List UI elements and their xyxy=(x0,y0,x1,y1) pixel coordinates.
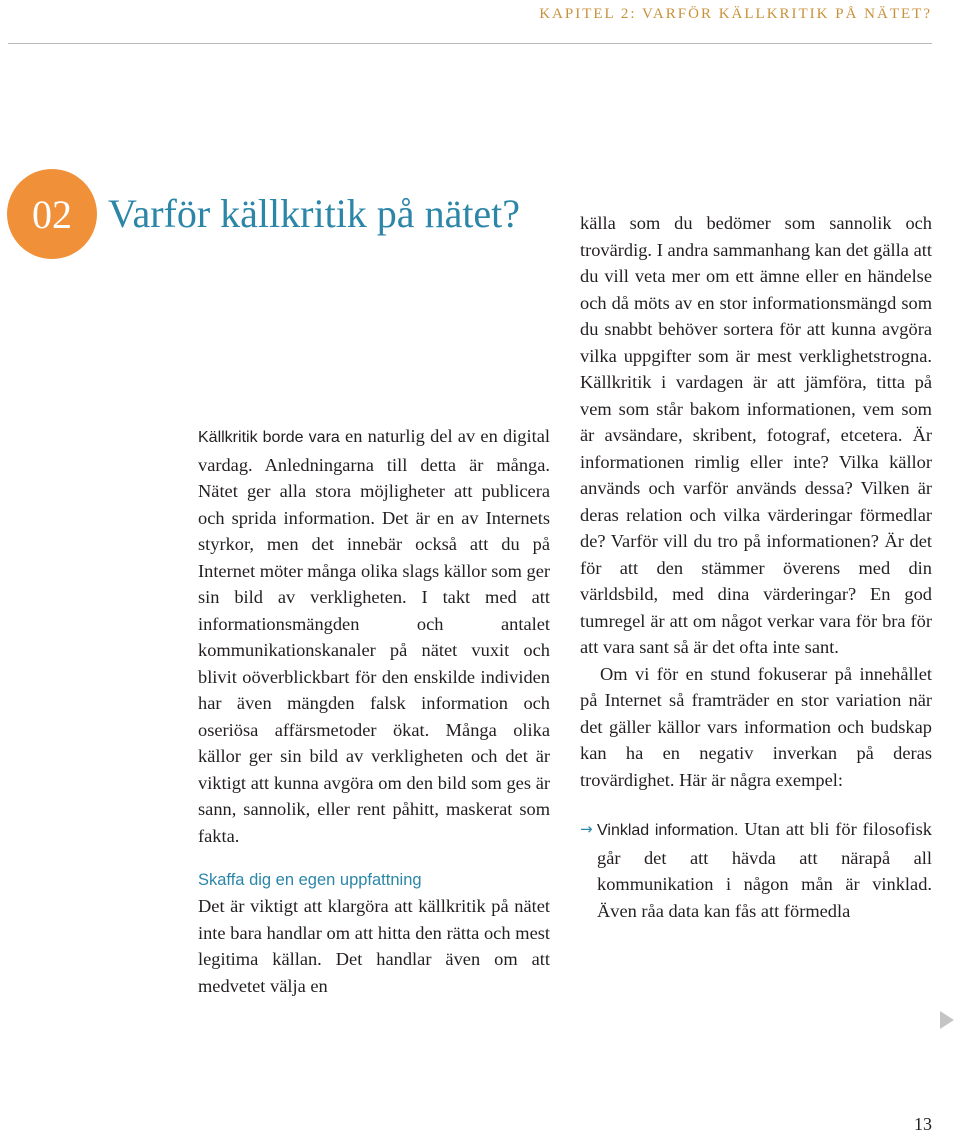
header-rule xyxy=(8,43,932,44)
triangle-right-icon xyxy=(940,1011,954,1029)
bullet-lead-text: Vinklad information. xyxy=(597,822,739,839)
chapter-title: Varför källkritik på nätet? xyxy=(108,191,521,236)
paragraph: källa som du bedömer som sannolik och trovärdig. I andra sammanhang kan det gälla att du vill veta mer om ett ämne eller en händelse och då möts av en stor informationsmängd som du snabbt behöver sortera för att kunna avgöra vilka uppgifter som är mest verklighetstrogna. Källkritik i vardagen är att jämföra, titta på vem som står bakom informationen, vem som är avsändare, skribent, fotograf, etcetera. Är informationen rimlig eller inte? Vilka källor används och varför används dessa? Vilken är deras relation och vilka värderingar förmedlar de? Varför vill du tro på informationen? Är det för att den stämmer överens med din världsbild, med dina värderingar? En god tumregel är att om något verkar vara för bra för att vara sant så är det ofta inte sant. xyxy=(580,213,932,657)
paragraph: Det är viktigt att klargöra att källkritik på nätet inte bara handlar om att hitta den rätta och mest legitima källan. Det handlar även om att medvetet välja en xyxy=(198,896,550,996)
left-column xyxy=(198,423,550,999)
paragraph: Om vi för en stund fokuserar på innehållet på Internet så framträder en stor variation när det gäller källor vars information och budskap kan ha en negativ inverkan på deras trovärdighet. Här är några exempel: xyxy=(580,663,932,790)
running-head: KAPITEL 2: VARFÖR KÄLLKRITIK PÅ NÄTET? xyxy=(539,6,932,22)
paragraph-text: en naturlig del av en digital vardag. Anledningarna till detta är många. Nätet ger alla stora möjligheter att publicera och sprida information. Det är en av Internets styrkor, men det innebär också att du på Internet möter många olika slags källor som ger sin bild av verkligheten. I takt med att informationsmängden och antalet kommunikationskanaler på nätet vuxit och blivit oöverblickbart för den enskilde individen har även mängden falsk information och oseriösa affärsmetoder ökat. Många olika källor ger sin bild av verkligheten och det är viktigt att kunna avgöra om den bild som ges är sann, sannolik, eller rent påhitt, maskerat som fakta. xyxy=(198,426,550,846)
bullet-item xyxy=(580,816,932,924)
chapter-number-badge: 02 xyxy=(7,169,97,259)
right-column xyxy=(580,210,932,924)
intro-paragraph xyxy=(198,423,550,849)
arrow-right-icon: → xyxy=(580,820,593,838)
lead-in-text: Källkritik borde vara xyxy=(198,429,340,446)
bullet-text: Utan att bli för filosofisk går det att hävda att närapå all kommunikation i någon mån är vinklad. Även råa data kan fås att förmedla xyxy=(597,819,932,921)
section-subheading: Skaffa dig en egen uppfattning xyxy=(198,871,422,889)
page-number: 13 xyxy=(914,1114,932,1134)
